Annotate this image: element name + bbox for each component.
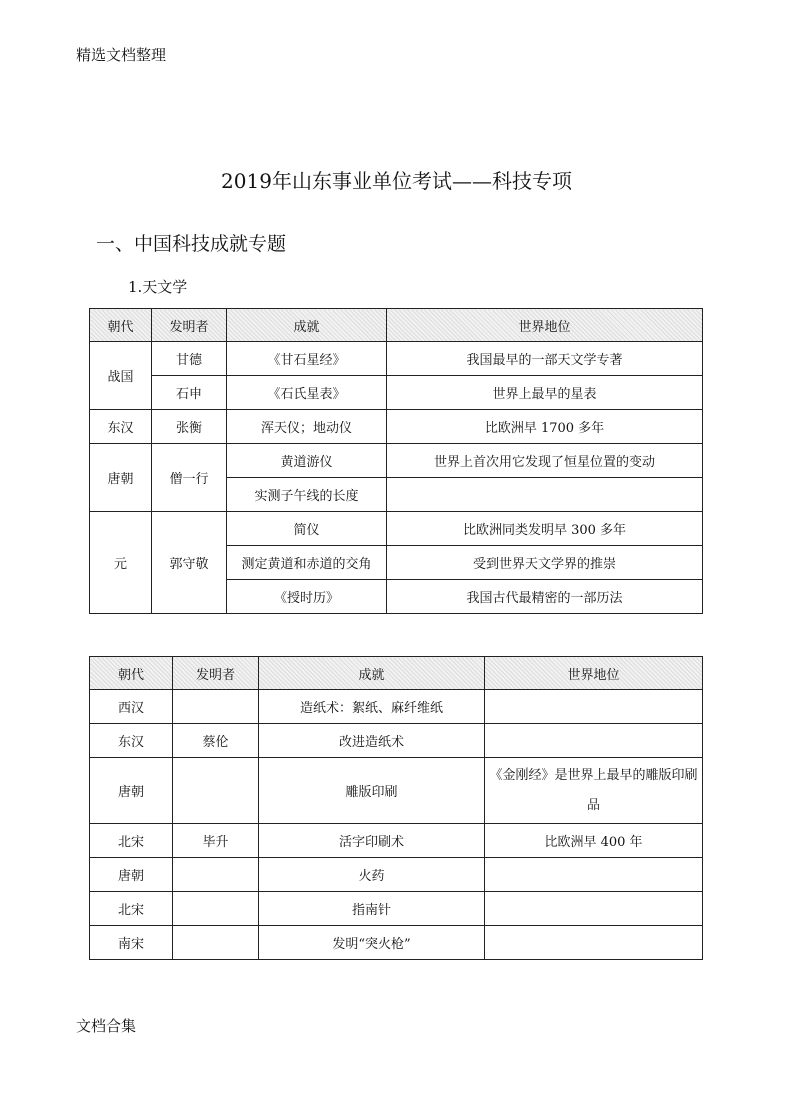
table-row: [90, 376, 703, 410]
cell-dynasty: 唐朝: [90, 758, 173, 824]
cell-status: 比欧洲同类发明早 300 多年: [387, 512, 703, 546]
inventions-table: [89, 656, 703, 960]
header-dynasty: 朝代: [90, 309, 152, 342]
cell-achievement: 简仪: [227, 512, 387, 546]
cell-inventor: 张衡: [152, 410, 227, 444]
cell-inventor: [173, 758, 259, 824]
cell-inventor: [173, 858, 259, 892]
cell-dynasty: 南宋: [90, 926, 173, 960]
cell-status: 我国最早的一部天文学专著: [387, 342, 703, 376]
cell-dynasty: 唐朝: [90, 858, 173, 892]
cell-dynasty: 东汉: [90, 724, 173, 758]
cell-dynasty: 唐朝: [90, 444, 152, 512]
cell-inventor: [173, 690, 259, 724]
cell-achievement: 《授时历》: [227, 580, 387, 614]
cell-status: 《金刚经》是世界上最早的雕版印刷品: [485, 758, 703, 824]
document-title: 2019年山东事业单位考试——科技专项: [221, 169, 572, 193]
cell-achievement: 活字印刷术: [259, 824, 485, 858]
cell-achievement: 造纸术：絮纸、麻纤维纸: [259, 690, 485, 724]
table-row: [90, 892, 703, 926]
table-row: [90, 724, 703, 758]
cell-achievement: 指南针: [259, 892, 485, 926]
table-row: [90, 444, 703, 478]
cell-dynasty: 战国: [90, 342, 152, 410]
cell-status: [485, 724, 703, 758]
header-status: 世界地位: [485, 657, 703, 690]
table-row: [90, 342, 703, 376]
cell-achievement: 《甘石星经》: [227, 342, 387, 376]
cell-achievement: 改进造纸术: [259, 724, 485, 758]
cell-achievement: 浑天仪；地动仪: [227, 410, 387, 444]
cell-dynasty: 北宋: [90, 892, 173, 926]
cell-status: [485, 926, 703, 960]
cell-dynasty: 东汉: [90, 410, 152, 444]
header-achievement: 成就: [259, 657, 485, 690]
table-row: [90, 690, 703, 724]
cell-dynasty: 西汉: [90, 690, 173, 724]
cell-status: 比欧洲早 1700 多年: [387, 410, 703, 444]
cell-achievement: 实测子午线的长度: [227, 478, 387, 512]
cell-status: 世界上最早的星表: [387, 376, 703, 410]
cell-inventor: 僧一行: [152, 444, 227, 512]
table-row: [90, 858, 703, 892]
section-heading: 一、中国科技成就专题: [96, 233, 287, 255]
table-row: [90, 758, 703, 824]
cell-inventor: [173, 892, 259, 926]
cell-achievement: 发明“突火枪”: [259, 926, 485, 960]
cell-status: [485, 858, 703, 892]
cell-achievement: 黄道游仪: [227, 444, 387, 478]
subsection-heading: 1.天文学: [128, 278, 188, 296]
header-dynasty: 朝代: [90, 657, 173, 690]
cell-dynasty: 元: [90, 512, 152, 614]
table-header-row: [90, 309, 703, 342]
cell-inventor: 毕升: [173, 824, 259, 858]
cell-inventor: 蔡伦: [173, 724, 259, 758]
page-header-note: 精选文档整理: [76, 46, 167, 64]
cell-status: 受到世界天文学界的推崇: [387, 546, 703, 580]
cell-achievement: 测定黄道和赤道的交角: [227, 546, 387, 580]
cell-status: [387, 478, 703, 512]
table-row: [90, 512, 703, 546]
cell-inventor: 郭守敬: [152, 512, 227, 614]
table-row: [90, 410, 703, 444]
astronomy-table: [89, 308, 703, 614]
cell-achievement: 火药: [259, 858, 485, 892]
cell-inventor: 石申: [152, 376, 227, 410]
table-row: [90, 926, 703, 960]
cell-inventor: [173, 926, 259, 960]
cell-status: 我国古代最精密的一部历法: [387, 580, 703, 614]
cell-achievement: 雕版印刷: [259, 758, 485, 824]
cell-inventor: 甘德: [152, 342, 227, 376]
header-inventor: 发明者: [152, 309, 227, 342]
cell-status: [485, 690, 703, 724]
cell-status: 世界上首次用它发现了恒星位置的变动: [387, 444, 703, 478]
header-achievement: 成就: [227, 309, 387, 342]
header-status: 世界地位: [387, 309, 703, 342]
cell-status: 比欧洲早 400 年: [485, 824, 703, 858]
cell-dynasty: 北宋: [90, 824, 173, 858]
page-footer-note: 文档合集: [76, 1017, 137, 1035]
header-inventor: 发明者: [173, 657, 259, 690]
table-row: [90, 824, 703, 858]
table-header-row: [90, 657, 703, 690]
cell-achievement: 《石氏星表》: [227, 376, 387, 410]
cell-status: [485, 892, 703, 926]
